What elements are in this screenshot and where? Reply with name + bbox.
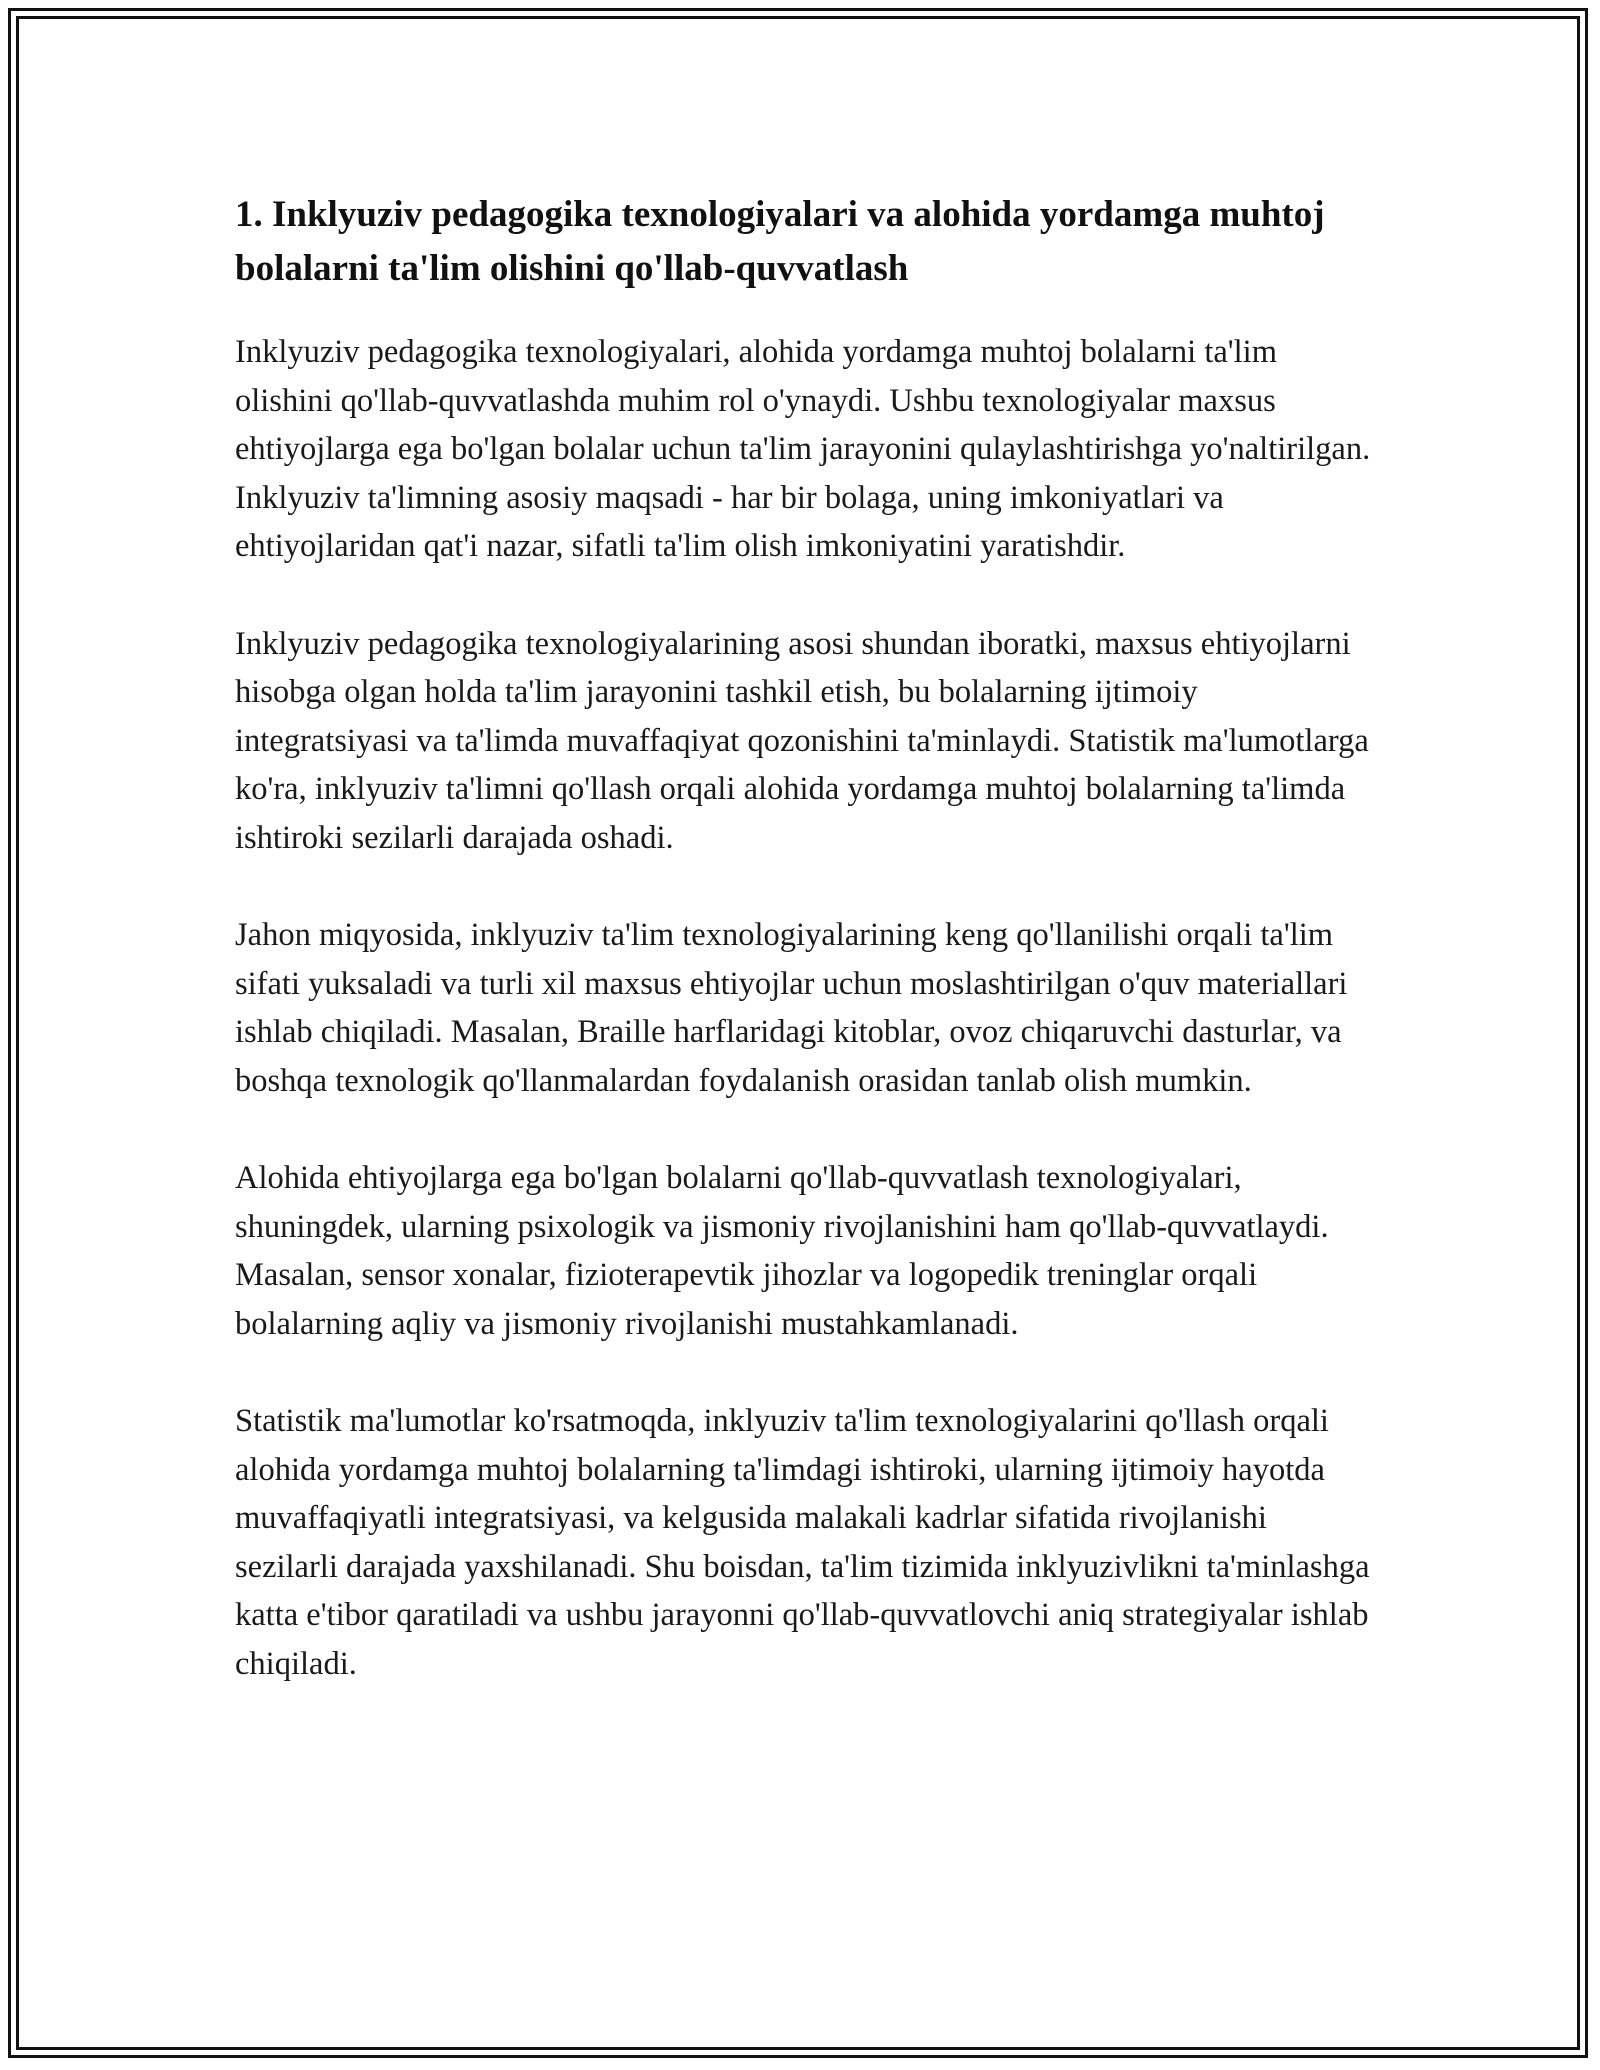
paragraph-3: Jahon miqyosida, inklyuziv ta'lim texnologiyalarining keng qo'llanilishi orqali ta'lim sifati yuksaladi va turli xil maxsus ehtiyojlar uchun moslashtirilgan o'quv materiallari ishlab chiqiladi. Masalan, Braille harflaridagi kitoblar, ovoz chiqaruvchi dasturlar, va boshqa texnologik qo'llanmalardan foydalanish orasidan tanlab olish mumkin. <box>235 917 1348 1099</box>
paragraph-1: Inklyuziv pedagogika texnologiyalari, alohida yordamga muhtoj bolalarni ta'lim olishini qo'llab-quvvatlashda muhim rol o'ynaydi. Ushbu texnologiyalar maxsus ehtiyojlarga ega bo'lgan bolalar uchun ta'lim jarayonini qulaylashtirishga yo'naltirilgan. Inklyuziv ta'limning asosiy maqsadi - har bir bolaga, uning imkoniyatlari va ehtiyojlaridan qat'i nazar, sifatli ta'lim olish imkoniyatini yaratishdir. <box>235 334 1371 564</box>
document-body <box>235 188 1375 1737</box>
paragraph-2: Inklyuziv pedagogika texnologiyalarining asosi shundan iboratki, maxsus ehtiyojlarni hisobga olgan holda ta'lim jarayonini tashkil etish, bu bolalarning ijtimoiy integratsiyasi va ta'limda muvaffaqiyat qozonishini ta'minlaydi. Statistik ma'lumotlarga ko'ra, inklyuziv ta'limni qo'llash orqali alohida yordamga muhtoj bolalarning ta'limda ishtiroki sezilarli darajada oshadi. <box>235 625 1369 856</box>
paragraph-4: Alohida ehtiyojlarga ega bo'lgan bolalarni qo'llab-quvvatlash texnologiyalari, shuningdek, ularning psixologik va jismoniy rivojlanishini ham qo'llab-quvvatlaydi. Masalan, sensor xonalar, fizioterapevtik jihozlar va logopedik treninglar orqali bolalarning aqliy va jismoniy rivojlanishi mustahkamlanadi. <box>235 1160 1329 1342</box>
paragraph-5: Statistik ma'lumotlar ko'rsatmoqda, inklyuziv ta'lim texnologiyalarini qo'llash orqali alohida yordamga muhtoj bolalarning ta'limdagi ishtiroki, ularning ijtimoiy hayotda muvaffaqiyatli integratsiyasi, va kelgusida malakali kadrlar sifatida rivojlanishi sezilarli darajada yaxshilanadi. Shu boisdan, ta'lim tizimida inklyuzivlikni ta'minlashga katta e'tibor qaratiladi va ushbu jarayonni qo'llab-quvvatlovchi aniq strategiyalar ishlab chiqiladi. <box>235 1403 1370 1682</box>
section-heading: 1. Inklyuziv pedagogika texnologiyalari va alohida yordamga muhtoj bolalarni ta'lim olishini qo'llab-quvvatlash <box>235 194 1325 289</box>
